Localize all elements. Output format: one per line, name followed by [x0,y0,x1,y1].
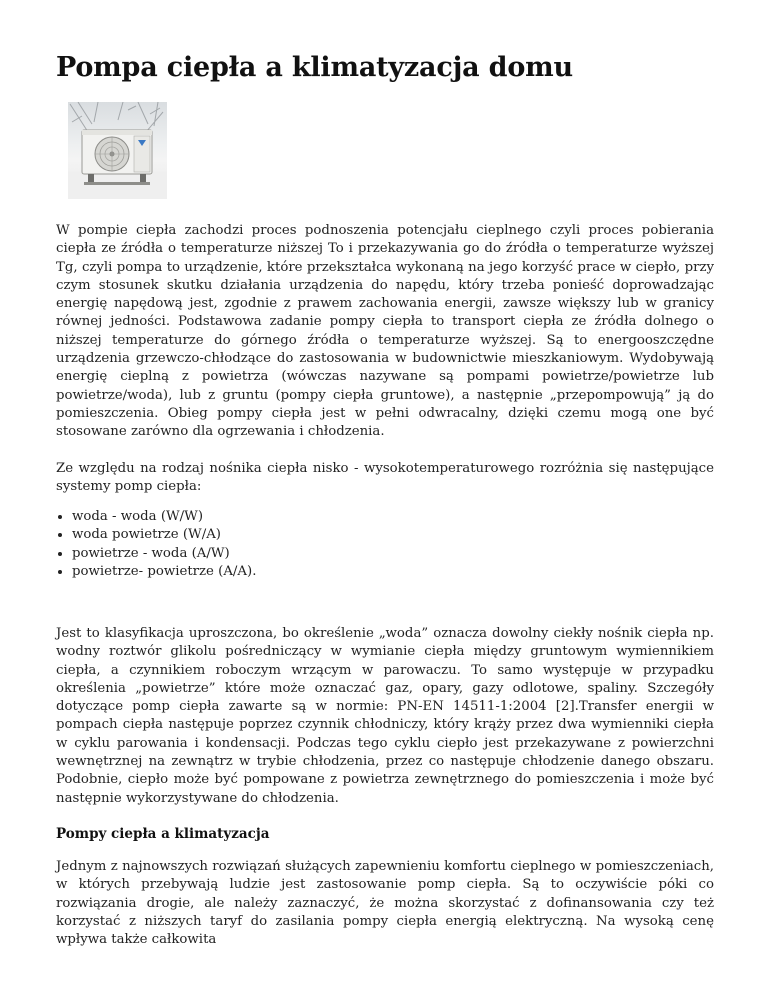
air-conditioner-image [68,102,167,199]
air-conditioner-outdoor-unit-icon [68,102,167,199]
list-item: • powietrze - woda (A/W) [72,545,256,563]
paragraph-4: Jednym z najnowszych rozwiązań służących zapewnieniu komfortu cieplnego w pomieszczeniach, w których przebywają ludzie jest zastosowanie pomp ciepła. Są to oczywiście póki co rozwiązania drogie, ale należy zaznaczyć, że można skorzystać z dofinansowania czy też korzystać z niższych taryf do zasilania pompy ciepła energią elektryczną. Na wysoką cenę wpływa także całkowita [56,859,714,948]
section-heading: Pompy ciepła a klimatyzacja [56,826,270,842]
paragraph-2: Ze względu na rodzaj nośnika ciepła nisko - wysokotemperaturowego rozróżnia się następujące systemy pomp ciepła: [56,461,714,495]
list-item: • powietrze- powietrze (A/A). [72,563,256,581]
list-item: • woda - woda (W/W) [72,508,256,526]
heat-pump-systems-list [56,508,256,581]
paragraph-1: W pompie ciepła zachodzi proces podnoszenia potencjału cieplnego czyli proces pobierania ciepła ze źródła o temperaturze niższej To i przekazywania go do źródła o temperaturze wyższej Tg, czyli pompa to urządzenie, które przekształca wykonaną na jego korzyść prace w ciepło, przy czym stosunek skutku działania urządzenia do napędu, który trzeba ponieść doprowadzając energię napędową jest, zgodnie z prawem zachowania energii, zawsze większy lub w granicy równej jedności. Podstawowa zadanie pompy ciepła to transport ciepła ze źródła dolnego o niższej temperaturze do górnego źródła o temperaturze wyższej. Są to energooszczędne urządzenia grzewczo-chłodzące do zastosowania w budownictwie mieszkaniowym. Wydobywają energię cieplną z powietrza (wówczas nazywane są pompami powietrze/powietrze lub powietrze/woda), lub z gruntu (pompy ciepła gruntowe), a następnie „przepompowują” ją do pomieszczenia. Obieg pompy ciepła jest w pełni odwracalny, dzięki czemu mogą one być stosowane zarówno dla ogrzewania i chłodzenia. [56,223,714,440]
page-title: Pompa ciepła a klimatyzacja domu [56,52,573,83]
list-item: • woda powietrze (W/A) [72,526,256,544]
paragraph-3: Jest to klasyfikacja uproszczona, bo określenie „woda” oznacza dowolny ciekły nośnik ciepła np. wodny roztwór glikolu pośredniczący w wymianie ciepła między gruntowym wymiennikiem ciepła, a czynnikiem roboczym wrzącym w parowaczu. To samo występuje w przypadku określenia „powietrze” które może oznaczać gaz, opary, gazy odlotowe, spaliny. Szczegóły dotyczące pomp ciepła zawarte są w normie: PN-EN 14511-1:2004 [2].Transfer energii w pompach ciepła następuje poprzez czynnik chłodniczy, który krąży przez dwa wymienniki ciepła w cyklu parowania i kondensacji. Podczas tego cyklu ciepło jest przekazywane z powierzchni wewnętrznej na zewnątrz w trybie chłodzenia, przez co następuje chłodzenie danego obszaru. Podobnie, ciepło może być pompowane z powietrza zewnętrznego do pomieszczenia i może być następnie wykorzystywane do chłodzenia. [56,626,714,806]
